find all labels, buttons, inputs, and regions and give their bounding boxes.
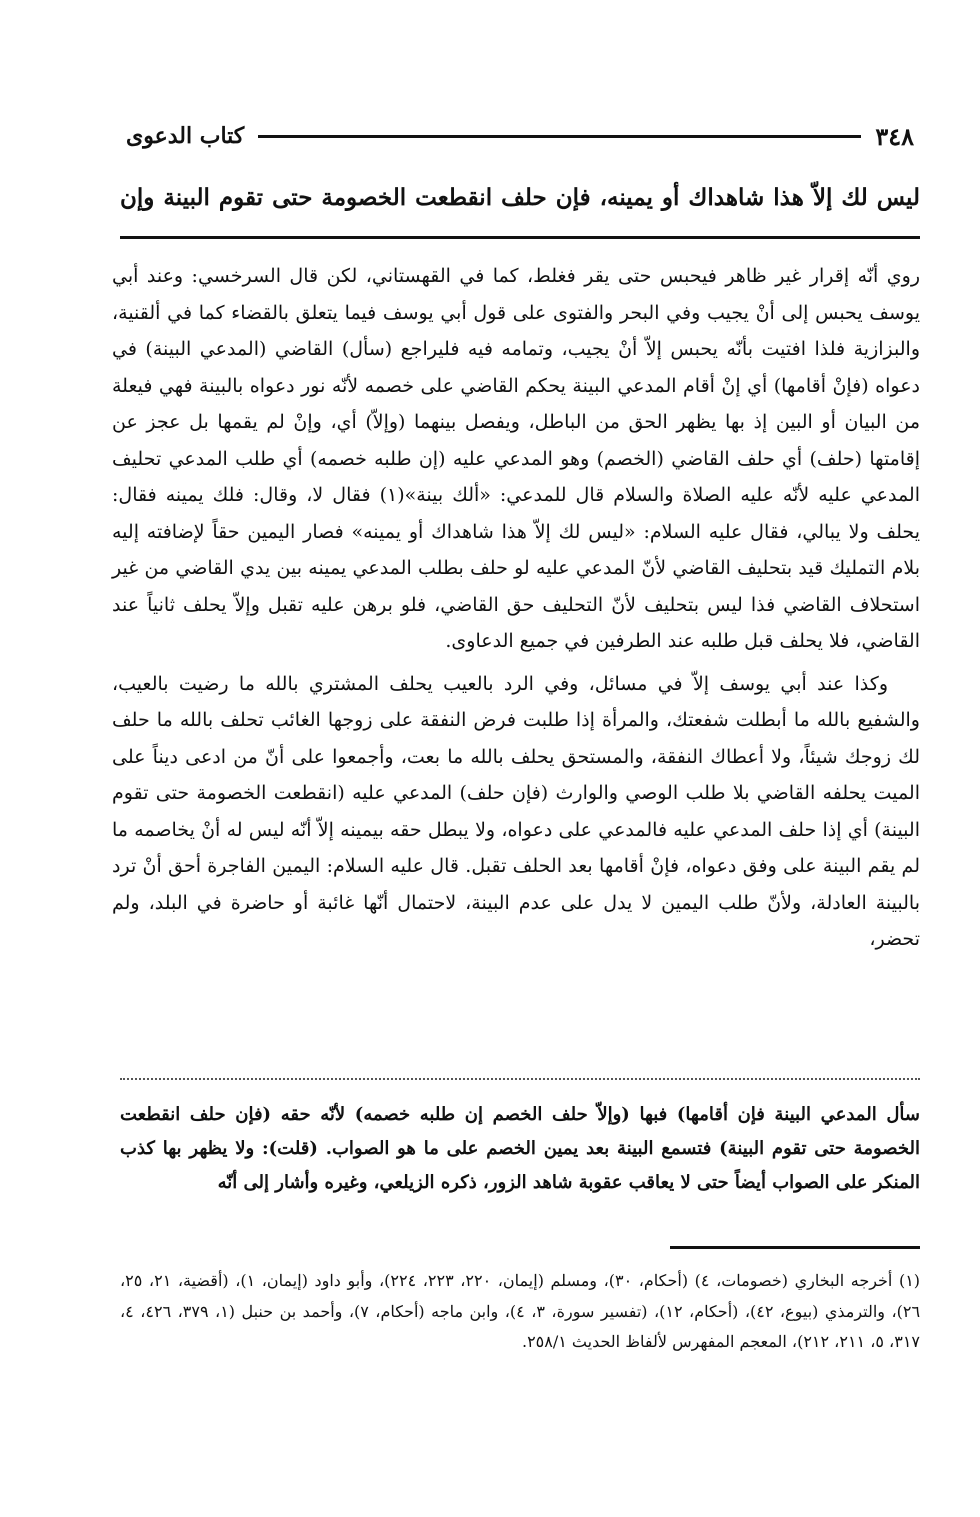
commentary-paragraph: روي أنّه إقرار غير ظاهر فيحبس حتى يقر فغلط، كما في القهستاني، لكن قال السرخسي: وعند أبي يوسف يحبس إلى أنْ يجيب وفي البحر والفتوى على قول أبي يوسف فيما يتعلق بالقضاء كما في ألقنية، والبزازية فلذا افتيت بأنّه يحبس إلاّ أنْ يجيب، وتمامه فيه فليراجع (سأل) القاضي (المدعي البينة) في دعواه (فإنْ أقامها) أي إنْ أقام المدعي البينة يحكم القاضي على خصمه لأنّه نور دعواه بالبينة فهي فيعلة من البيان أو البين إذ بها يظهر الحق من الباطل، ويفصل بينهما (وإلاّ) أي، وإنْ لم يقمها بل عجز عن إقامتها (حلف) أي حلف القاضي (الخصم) وهو المدعي عليه (إن طلبه خصمه) أي طلب المدعي تحليف المدعي عليه لأنّه عليه الصلاة والسلام قال للمدعي: «ألك بينة»(١) فقال لا، وقال: فلك يمينه فقال: يحلف ولا يبالي، فقال عليه السلام: «ليس لك إلاّ هذا شاهداك أو يمينه» فصار اليمين حقاً لإضافته إليه بلام التمليك قيد بتحليف القاضي لأنّ المدعي عليه لو حلف بطلب المدعي يمينه بين يدي القاضي من غير استحلاف القاضي فذا ليس بتحليف لأنّ التحليف حق القاضي، فلو برهن عليه تقبل وإلاّ يحلف ثانياً عند القاضي، فلا يحلف قبل طلبه عند الطرفين في جميع الدعاوى. xyxy=(112,265,920,652)
page-number: ٣٤٨ xyxy=(875,121,914,151)
footnotes xyxy=(120,1266,920,1358)
footnote-rule xyxy=(670,1246,920,1249)
commentary xyxy=(112,258,920,958)
dotted-separator xyxy=(120,1078,920,1080)
matn-divider xyxy=(120,236,920,239)
commentary-paragraph: وكذا عند أبي يوسف إلاّ في مسائل، وفي الرد بالعيب يحلف المشتري بالله ما رضيت بالعيب، والشفيع بالله ما أبطلت شفعتك، والمرأة إذا طلبت فرض النفقة على زوجها الغائب تحلف بالله ما حلف لك زوجك شيئاً، ولا أعطاك النفقة، والمستحق يحلف بالله ما بعت، وأجمعوا على أنّ من ادعى ديناً على الميت يحلفه القاضي بلا طلب الوصي والوارث (فإن حلف) المدعي عليه (انقطعت الخصومة حتى تقوم البينة) أي إذا حلف المدعي عليه فالمدعي على دعواه، ولا يبطل حقه بيمينه إلاّ أنّه ليس له أنْ يخاصمه ما لم يقم البينة على وفق دعواه، فإنْ أقامها بعد الحلف تقبل. قال عليه السلام: اليمين الفاجرة أحق أنْ ترد بالبينة العادلة، ولأنّ طلب اليمين لا يدل على عدم البينة، لاحتمال أنّها غائبة أو حاضرة في البلد، ولم تحضر، xyxy=(112,672,920,950)
page-header xyxy=(126,118,914,154)
running-title: كتاب الدعوى xyxy=(126,123,245,149)
header-rule xyxy=(258,135,861,138)
matn-text: ليس لك إلاّ هذا شاهداك أو يمينه، فإن حلف انقطعت الخصومة حتى تقوم البينة وإن xyxy=(120,184,920,211)
footnote-1: (١) أخرجه البخاري (خصومات، ٤) (أحكام، ٣٠)، ومسلم (إيمان، ٢٢٠، ٢٢٣، ٢٢٤)، وأبو داود (إيمان، ١)، (أقضية، ٢١، ٢٥، ٢٦)، والترمذي (بيوع، ٤٢)، (أحكام، ١٢)، (تفسير سورة، ٣، ٤)، وابن ماجه (أحكام، ٧)، وأحمد بن حنبل (١، ٣٧٩، ٤٢٦، ٤، ٣١٧، ٥، ٢١١، ٢١٢)، المعجم المفهرس لألفاظ الحديث ٢٥٨/١. xyxy=(120,1271,921,1351)
marginal-paragraph: سأل المدعي البينة فإن أقامها) فبها (وإلاّ حلف الخصم إن طلبه خصمه) لأنّه حقه (فإن حلف انقطعت الخصومة حتى تقوم البينة) فتسمع البينة بعد يمين الخصم على ما هو الصواب. (قلت): ولا يظهر بها كذب المنكر على الصواب أيضاً حتى لا يعاقب عقوبة شاهد الزور، ذكره الزيلعي، وغيره وأشار إلى أنّه xyxy=(120,1104,920,1193)
marginal-commentary xyxy=(120,1098,920,1200)
